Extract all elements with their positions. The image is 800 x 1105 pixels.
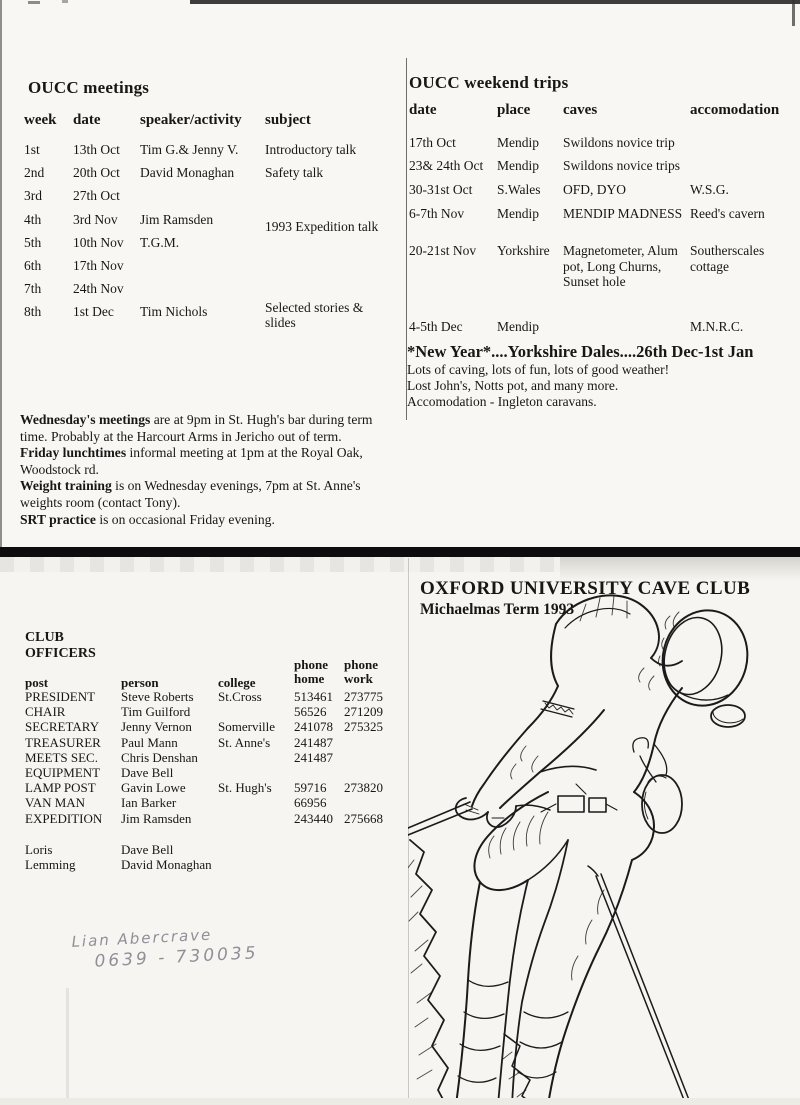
meetings-row-date: 3rd Nov: [73, 211, 118, 227]
note-text: informal meeting at 1pm at the Royal Oak, Woodstock rd.: [20, 445, 363, 477]
meetings-row-subject: [265, 235, 387, 258]
meetings-col-week: week: [24, 112, 57, 128]
officer-college: [218, 751, 294, 766]
scan-smudge: [66, 988, 69, 1105]
note-text: is on occasional Friday evening.: [95, 511, 275, 527]
cover-page-edge-line: [408, 558, 409, 1105]
meetings-row-date: 24th Nov: [73, 281, 124, 297]
officers-extra-table: [25, 843, 213, 873]
meetings-row-subject: Safety talk: [265, 165, 324, 181]
officer-phone-work: 275668: [344, 810, 383, 826]
officer-post: EQUIPMENT: [25, 764, 101, 780]
scan-edge-left: [0, 0, 2, 547]
officer-phone-home: 241487: [294, 734, 333, 750]
meetings-row-subject: [265, 258, 387, 281]
note-bold: Friday lunchtimes: [20, 445, 127, 461]
officer-phone-work: 273820: [344, 780, 383, 796]
officers-col-phone-home: phone home: [294, 657, 328, 687]
trips-row-date: 20-21st Nov: [409, 243, 477, 258]
officer-post: SECRETARY: [25, 719, 100, 735]
meeting-notes: [20, 412, 400, 528]
trips-row-accom: W.S.G.: [690, 182, 729, 197]
trips-col-place: place: [497, 102, 531, 118]
officer-post: CHAIR: [25, 704, 66, 720]
trips-row-caves: [563, 319, 690, 343]
new-year-line: Lost John's, Notts pot, and many more.: [407, 378, 619, 393]
trips-title: OUCC weekend trips: [409, 73, 569, 92]
meetings-row-speaker: David Monaghan: [140, 165, 235, 181]
meetings-row-subject: Selected stories & slides: [265, 300, 364, 331]
officer-phone-home: 66956: [294, 795, 327, 811]
officer-phone-work: [344, 751, 402, 766]
officer-college: St. Anne's: [218, 734, 271, 750]
officer-phone-home: 241078: [294, 719, 333, 735]
trips-row-place: Mendip: [497, 158, 539, 173]
officer-post: MEETS SEC.: [25, 749, 98, 765]
officer-college: Somerville: [218, 719, 276, 735]
scan-smudge: [0, 557, 560, 572]
officer-post: TREASURER: [25, 734, 101, 750]
meetings-row-week: 8th: [24, 304, 42, 320]
officer-person: Dave Bell: [121, 764, 174, 780]
new-year-line: Lots of caving, lots of fun, lots of good weather!: [407, 362, 670, 377]
meetings-row-speaker: [140, 188, 265, 211]
trips-row-date: 30-31st Oct: [409, 182, 473, 197]
officers-table: [25, 658, 402, 827]
meetings-row-speaker: Tim G.& Jenny V.: [140, 142, 239, 157]
handwritten-name: Lian Abercrave: [71, 925, 213, 951]
meetings-row-date: 10th Nov: [73, 234, 124, 250]
trips-row-date: 4-5th Dec: [409, 319, 463, 334]
officer-person: Tim Guilford: [121, 704, 191, 720]
officers-title-line2: OFFICERS: [25, 646, 96, 661]
trips-col-caves: caves: [563, 102, 598, 118]
officers-col-post: post: [25, 674, 49, 690]
meetings-row-date: 1st Dec: [73, 304, 114, 320]
new-year-announcement: [407, 342, 799, 410]
officer-college: [218, 705, 294, 720]
trips-row-date: 17th Oct: [409, 135, 456, 150]
note-text: is on Wednesday evenings, 7pm at St. Anne's weights room (contact Tony).: [20, 478, 361, 510]
scan-edge-top: [190, 0, 800, 4]
officer-college: St. Hugh's: [218, 780, 272, 796]
officer-phone-home: [294, 766, 344, 781]
cover-subtitle: Michaelmas Term 1993: [420, 601, 575, 618]
officer-person: Chris Denshan: [121, 749, 198, 765]
trips-row-accom: M.N.R.C.: [690, 319, 744, 334]
trips-row-date: 23& 24th Oct: [409, 158, 484, 173]
trips-row-caves: MENDIP MADNESS: [563, 206, 683, 221]
meetings-table: [24, 112, 387, 331]
officers-col-college: college: [218, 674, 256, 690]
scan-fold-band: [0, 547, 800, 557]
officer-phone-work: [344, 796, 402, 811]
meetings-row-speaker: [140, 281, 265, 304]
trips-row-accom: Southerscales cottage: [690, 243, 765, 274]
meetings-row-week: 4th: [24, 211, 42, 227]
meetings-row-speaker: T.G.M.: [140, 234, 180, 250]
officer-phone-work: [344, 766, 402, 781]
meetings-col-subject: subject: [265, 112, 311, 128]
officer-post: LAMP POST: [25, 780, 96, 796]
meetings-row-subject: [265, 188, 387, 211]
officer-person: Jim Ramsden: [121, 810, 192, 826]
meetings-title: OUCC meetings: [28, 78, 150, 97]
new-year-title: *New Year*....Yorkshire Dales....26th Dec-1st Jan: [407, 342, 754, 361]
trips-row-place: Yorkshire: [497, 243, 550, 258]
trips-col-date: date: [409, 102, 437, 118]
meetings-row-subject: 1993 Expedition talk: [265, 218, 379, 234]
trips-row-accom: [690, 158, 800, 182]
officer-person: Jenny Vernon: [121, 719, 192, 735]
officer-post: PRESIDENT: [25, 689, 96, 704]
trips-table: [409, 102, 800, 343]
trips-row-place: S.Wales: [497, 182, 541, 197]
meetings-row-speaker: [140, 258, 265, 281]
officers-col-person: person: [121, 674, 159, 690]
note-friday: [20, 445, 400, 478]
officer-person: Dave Bell: [121, 842, 174, 857]
trips-row-date: 6-7th Nov: [409, 206, 465, 221]
trips-row-accom: [690, 135, 800, 158]
officer-person: David Monaghan: [121, 857, 212, 873]
officer-post: VAN MAN: [25, 795, 86, 811]
scan-mark: [792, 0, 795, 26]
trips-row-caves: OFD, DYO: [563, 182, 627, 197]
officer-phone-home: 241487: [294, 749, 333, 765]
meetings-row-week: 3rd: [24, 188, 42, 204]
trips-row-place: Mendip: [497, 319, 539, 334]
note-srt: [20, 512, 400, 529]
meetings-row-speaker: Jim Ramsden: [140, 211, 214, 227]
officer-person: Gavin Lowe: [121, 780, 186, 796]
trips-row-caves: Swildons novice trip: [563, 135, 675, 150]
column-divider-line: [406, 58, 407, 420]
meetings-row-week: 7th: [24, 281, 42, 297]
meetings-row-week: 2nd: [24, 165, 45, 181]
officer-post: Loris: [25, 842, 53, 857]
meetings-row-date: 13th Oct: [73, 142, 120, 157]
new-year-line: Accomodation - Ingleton caravans.: [407, 394, 597, 409]
meetings-row-subject: Introductory talk: [265, 142, 357, 157]
scan-mark: [28, 1, 40, 4]
trips-row-place: Mendip: [497, 206, 539, 221]
officer-college: [218, 766, 294, 781]
officer-college: [218, 796, 294, 811]
officer-phone-home: 56526: [294, 704, 327, 720]
officer-college: St.Cross: [218, 689, 262, 704]
officer-phone-work: 271209: [344, 704, 383, 720]
officer-phone-home: 243440: [294, 810, 333, 826]
meetings-row-speaker: Tim Nichols: [140, 304, 208, 320]
scan-mark: [62, 0, 68, 3]
officer-person: Ian Barker: [121, 795, 177, 811]
bottom-page-background: [0, 557, 800, 1105]
cover-title: OXFORD UNIVERSITY CAVE CLUB: [420, 578, 751, 599]
officer-person: Paul Mann: [121, 734, 178, 750]
officer-phone-work: 273775: [344, 689, 383, 704]
officer-post: EXPEDITION: [25, 810, 103, 826]
meetings-row-week: 1st: [24, 142, 40, 157]
officer-post: Lemming: [25, 857, 76, 873]
officer-person: Steve Roberts: [121, 689, 194, 704]
handwritten-phone: 0639 - 730035: [94, 943, 260, 972]
note-bold: Weight training: [20, 478, 112, 494]
trips-row-caves: Swildons novice trips: [563, 158, 680, 173]
officer-phone-work: 275325: [344, 719, 383, 735]
officers-title-line1: CLUB: [25, 630, 64, 645]
trips-row-accom: Reed's cavern: [690, 206, 765, 221]
note-text: are at 9pm in St. Hugh's bar during term time. Probably at the Harcourt Arms in Jericho out of term.: [20, 412, 373, 444]
note-wednesday: [20, 412, 400, 445]
note-weights: [20, 478, 400, 511]
scan-smudge: [560, 557, 800, 581]
scan-edge-bottom: [0, 1098, 800, 1105]
meetings-col-date: date: [73, 112, 101, 128]
meetings-row-date: 17th Nov: [73, 257, 124, 273]
officer-phone-home: 59716: [294, 780, 327, 796]
note-bold: Wednesday's meetings: [20, 412, 151, 427]
note-bold: SRT practice: [20, 511, 96, 527]
trips-row-place: Mendip: [497, 135, 539, 150]
trips-col-accomodation: accomodation: [690, 102, 780, 118]
meetings-row-date: 20th Oct: [73, 165, 120, 181]
officers-col-phone-work: phone work: [344, 657, 378, 687]
trips-row-caves: Magnetometer, Alum pot, Long Churns, Sunset hole: [563, 243, 678, 290]
officer-phone-home: 513461: [294, 689, 333, 704]
meetings-row-date: 27th Oct: [73, 188, 120, 204]
officer-phone-work: [344, 736, 402, 751]
meetings-row-week: 6th: [24, 257, 42, 273]
officer-college: [218, 812, 294, 827]
meetings-row-week: 5th: [24, 234, 42, 250]
meetings-col-speaker: speaker/activity: [140, 112, 242, 128]
